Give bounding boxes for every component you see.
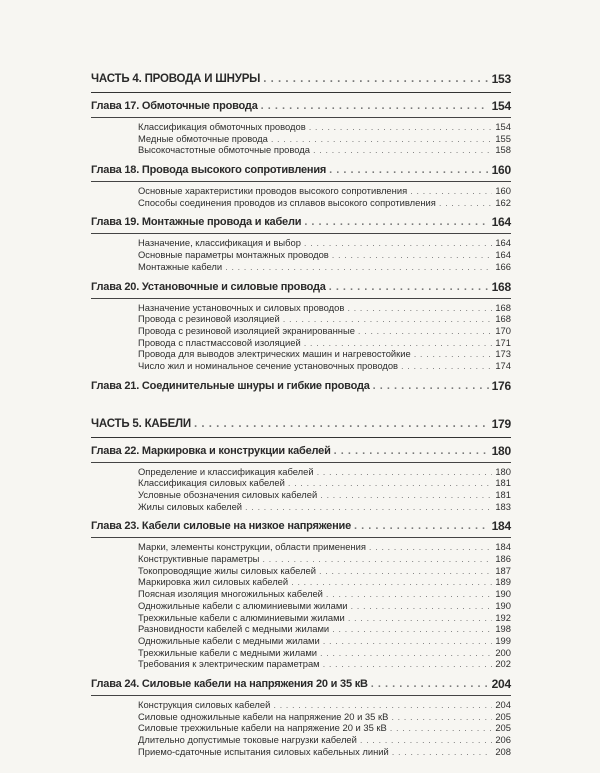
chapter-heading-page-number: 168 (491, 279, 511, 294)
section-entry-title: Маркировка жил силовых кабелей (138, 576, 289, 588)
section-entry (91, 623, 511, 635)
section-entry (91, 466, 511, 478)
dot-leader (392, 746, 493, 758)
dot-leader (360, 734, 492, 746)
chapter-block (91, 515, 511, 672)
chapter-heading-page-number: 154 (491, 99, 511, 113)
section-entry-page-number: 190 (495, 599, 511, 611)
section-entry-page-number: 171 (495, 336, 511, 348)
section-list (91, 538, 511, 672)
section-entry-page-number: 184 (495, 541, 511, 553)
chapter-heading-title: Глава 22. Маркировка и конструкции кабелей (91, 444, 331, 457)
section-entry (91, 325, 511, 337)
section-entry-page-number: 180 (495, 465, 511, 477)
dot-leader (401, 360, 492, 372)
chapter-heading-title: Глава 17. Обмоточные провода (91, 100, 258, 112)
section-entry-page-number: 160 (495, 185, 511, 197)
section-entry-page-number: 168 (495, 301, 511, 313)
section-entry-title: Поясная изоляция многожильных кабелей (138, 588, 323, 600)
dot-leader (329, 281, 489, 293)
section-entry-page-number: 204 (495, 698, 511, 710)
dot-leader (354, 520, 489, 532)
section-entry-page-number: 199 (495, 634, 511, 646)
dot-leader (326, 588, 492, 600)
chapter-heading-page-number: 204 (491, 676, 511, 691)
section-entry-title: Провода с резиновой изоляцией экранированные (138, 324, 355, 336)
section-entry-title: Назначение, классификация и выбор (138, 237, 301, 249)
dot-leader (373, 380, 489, 392)
section-entry-title: Силовые одножильные кабели на напряжение 20 и 35 кВ (138, 710, 389, 722)
section-entry-page-number: 183 (495, 500, 511, 512)
section-entry-title: Условные обозначения силовых кабелей (138, 489, 318, 500)
chapter-heading (91, 375, 511, 397)
section-entry-page-number: 162 (495, 196, 511, 208)
section-entry (91, 699, 511, 711)
dot-leader (369, 541, 492, 553)
dot-leader (263, 73, 488, 85)
part-heading-page-number: 153 (491, 72, 511, 86)
chapter-heading (91, 673, 511, 696)
dot-leader (304, 216, 488, 228)
dot-leader (225, 261, 492, 273)
section-entry-title: Способы соединения проводов из сплавов высокого сопротивления (138, 196, 436, 208)
section-entry (91, 144, 511, 156)
section-entry-page-number: 190 (495, 588, 511, 600)
section-entry-title: Основные характеристики проводов высокого сопротивления (138, 185, 408, 197)
section-entry (91, 588, 511, 600)
section-entry-title: Приемо-сдаточные испытания силовых кабельных линий (138, 745, 389, 757)
section-entry-title: Разновидности кабелей с медными жилами (138, 623, 330, 635)
section-entry-page-number: 155 (495, 132, 511, 144)
dot-leader (313, 144, 492, 156)
part-heading-title: ЧАСТЬ 5. КАБЕЛИ (91, 417, 191, 430)
section-entry (91, 237, 511, 249)
dot-leader (410, 185, 492, 197)
dot-leader (194, 418, 489, 430)
chapter-heading-page-number: 176 (491, 378, 511, 393)
section-entry-title: Число жил и номинальное сечение установочных проводов (138, 359, 399, 371)
section-entry-page-number: 181 (495, 489, 511, 500)
chapter-heading (91, 95, 511, 118)
dot-leader (391, 711, 492, 723)
part-heading (91, 66, 511, 93)
chapter-block (91, 440, 511, 515)
section-list (91, 463, 511, 515)
dot-leader (304, 237, 492, 249)
section-entry-title: Марки, элементы конструкции, области применения (138, 541, 366, 553)
section-entry (91, 722, 511, 734)
section-entry-title: Провода для выводов электрических машин и нагревостойкие (138, 348, 411, 360)
part-heading-page-number: 179 (491, 416, 511, 431)
section-entry-page-number: 170 (495, 324, 511, 336)
part-block (91, 411, 511, 760)
section-entry-page-number: 181 (495, 477, 511, 489)
dot-leader (329, 164, 488, 176)
section-entry-title: Медные обмоточные провода (138, 132, 268, 144)
dot-leader (390, 722, 493, 734)
dot-leader (309, 121, 493, 133)
dot-leader (261, 100, 489, 112)
section-entry-page-number: 173 (495, 348, 511, 360)
section-entry-title: Классификация обмоточных проводов (138, 121, 306, 132)
section-entry (91, 734, 511, 746)
chapter-heading-page-number: 184 (491, 519, 511, 534)
part-block (91, 66, 511, 397)
section-entry-title: Конструкция силовых кабелей (138, 698, 271, 710)
section-entry-page-number: 168 (495, 313, 511, 325)
section-entry-title: Определение и классификация кабелей (138, 465, 314, 477)
section-entry-page-number: 186 (495, 553, 511, 565)
section-entry-title: Монтажные кабели (138, 260, 223, 272)
section-entry (91, 133, 511, 145)
section-entry (91, 711, 511, 723)
section-entry-page-number: 192 (495, 611, 511, 623)
section-entry-title: Силовые трехжильные кабели на напряжение 20 и 35 кВ (138, 722, 387, 734)
section-entry-page-number: 205 (495, 722, 511, 734)
dot-leader (371, 678, 489, 690)
section-entry-page-number: 208 (495, 745, 511, 757)
section-entry (91, 313, 511, 325)
section-entry (91, 197, 511, 209)
section-entry-page-number: 205 (495, 710, 511, 722)
section-entry-page-number: 206 (495, 734, 511, 745)
section-entry (91, 261, 511, 273)
section-entry (91, 121, 511, 133)
section-entry-page-number: 166 (495, 260, 511, 272)
section-entry (91, 576, 511, 588)
part-heading-title: ЧАСТЬ 4. ПРОВОДА И ШНУРЫ (91, 73, 261, 85)
section-entry-title: Основные параметры монтажных проводов (138, 249, 329, 261)
section-entry-page-number: 200 (495, 646, 511, 658)
section-entry (91, 337, 511, 349)
dot-leader (271, 133, 493, 145)
section-list (91, 299, 511, 374)
dot-leader (245, 501, 492, 513)
dot-leader (283, 313, 493, 325)
section-entry-title: Назначение установочных и силовых проводов (138, 301, 345, 313)
section-entry-page-number: 202 (495, 658, 511, 670)
chapter-heading-title: Глава 20. Установочные и силовые провода (91, 280, 326, 293)
dot-leader (317, 466, 493, 478)
chapter-heading (91, 211, 511, 234)
dot-leader (304, 337, 493, 349)
chapter-block (91, 211, 511, 274)
part-heading (91, 411, 511, 438)
section-entry (91, 553, 511, 565)
section-entry (91, 489, 511, 501)
chapter-heading-title: Глава 23. Кабели силовые на низкое напряжение (91, 520, 352, 533)
section-entry-page-number: 164 (495, 237, 511, 249)
section-entry-title: Высокочастотные обмоточные провода (138, 144, 310, 156)
section-entry-title: Конструктивные параметры (138, 553, 260, 565)
section-entry-title: Требования к электрическим параметрам (138, 658, 320, 670)
chapter-heading (91, 515, 511, 538)
section-entry-page-number: 164 (495, 249, 511, 261)
section-entry (91, 541, 511, 553)
chapter-heading (91, 276, 511, 299)
dot-leader (319, 565, 492, 577)
dot-leader (332, 249, 493, 261)
chapter-heading (91, 440, 511, 463)
chapter-heading-page-number: 164 (491, 215, 511, 230)
dot-leader (291, 576, 492, 588)
dot-leader (439, 197, 492, 209)
chapter-block (91, 159, 511, 210)
section-entry-title: Токопроводящие жилы силовых кабелей (138, 564, 316, 576)
chapter-heading-title: Глава 21. Соединительные шнуры и гибкие провода (91, 379, 370, 392)
dot-leader (332, 623, 492, 635)
section-entry-title: Длительно допустимые токовые нагрузки кабелей (138, 734, 357, 745)
section-entry-page-number: 154 (495, 121, 511, 132)
section-entry (91, 635, 511, 647)
section-entry (91, 185, 511, 197)
table-of-contents (91, 66, 511, 773)
section-entry (91, 612, 511, 624)
section-entry (91, 501, 511, 513)
dot-leader (348, 612, 493, 624)
section-entry-page-number: 174 (495, 359, 511, 371)
dot-leader (288, 477, 492, 489)
section-entry (91, 600, 511, 612)
dot-leader (323, 658, 493, 670)
section-entry (91, 348, 511, 360)
chapter-heading-page-number: 180 (491, 443, 511, 458)
section-entry-title: Жилы силовых кабелей (138, 500, 243, 512)
section-list (91, 234, 511, 274)
section-entry-title: Провода с резиновой изоляцией (138, 313, 280, 325)
chapter-heading (91, 159, 511, 182)
section-entry-page-number: 158 (495, 144, 511, 156)
chapter-block (91, 673, 511, 759)
dot-leader (320, 489, 492, 501)
dot-leader (262, 553, 492, 565)
section-entry-title: Трехжильные кабели с алюминиевыми жилами (138, 611, 345, 623)
chapter-heading-page-number: 160 (491, 163, 511, 178)
section-entry-title: Трехжильные кабели с медными жилами (138, 646, 317, 658)
dot-leader (414, 348, 493, 360)
section-entry (91, 249, 511, 261)
section-entry (91, 647, 511, 659)
section-list (91, 182, 511, 210)
section-entry-title: Классификация силовых кабелей (138, 477, 285, 489)
section-entry (91, 565, 511, 577)
chapter-block (91, 276, 511, 374)
dot-leader (323, 635, 493, 647)
section-entry-title: Провода с пластмассовой изоляцией (138, 336, 301, 348)
chapter-list (91, 438, 511, 760)
section-entry-page-number: 198 (495, 623, 511, 635)
section-entry-page-number: 189 (495, 576, 511, 588)
dot-leader (347, 302, 492, 314)
section-list (91, 118, 511, 158)
chapter-block (91, 95, 511, 158)
dot-leader (351, 600, 493, 612)
section-entry (91, 477, 511, 489)
dot-leader (273, 699, 492, 711)
section-entry (91, 746, 511, 758)
dot-leader (334, 445, 489, 457)
section-entry (91, 302, 511, 314)
section-entry-title: Одножильные кабели с алюминиевыми жилами (138, 599, 348, 611)
section-entry (91, 360, 511, 372)
chapter-heading-title: Глава 24. Силовые кабели на напряжения 20 и 35 кВ (91, 677, 368, 690)
dot-leader (320, 647, 492, 659)
chapter-heading-title: Глава 19. Монтажные провода и кабели (91, 216, 302, 229)
chapter-list (91, 93, 511, 397)
dot-leader (358, 325, 492, 337)
section-entry (91, 658, 511, 670)
section-entry-page-number: 187 (495, 564, 511, 576)
chapter-block (91, 375, 511, 397)
chapter-heading-title: Глава 18. Провода высокого сопротивления (91, 164, 327, 177)
section-entry-title: Одножильные кабели с медными жилами (138, 634, 320, 646)
